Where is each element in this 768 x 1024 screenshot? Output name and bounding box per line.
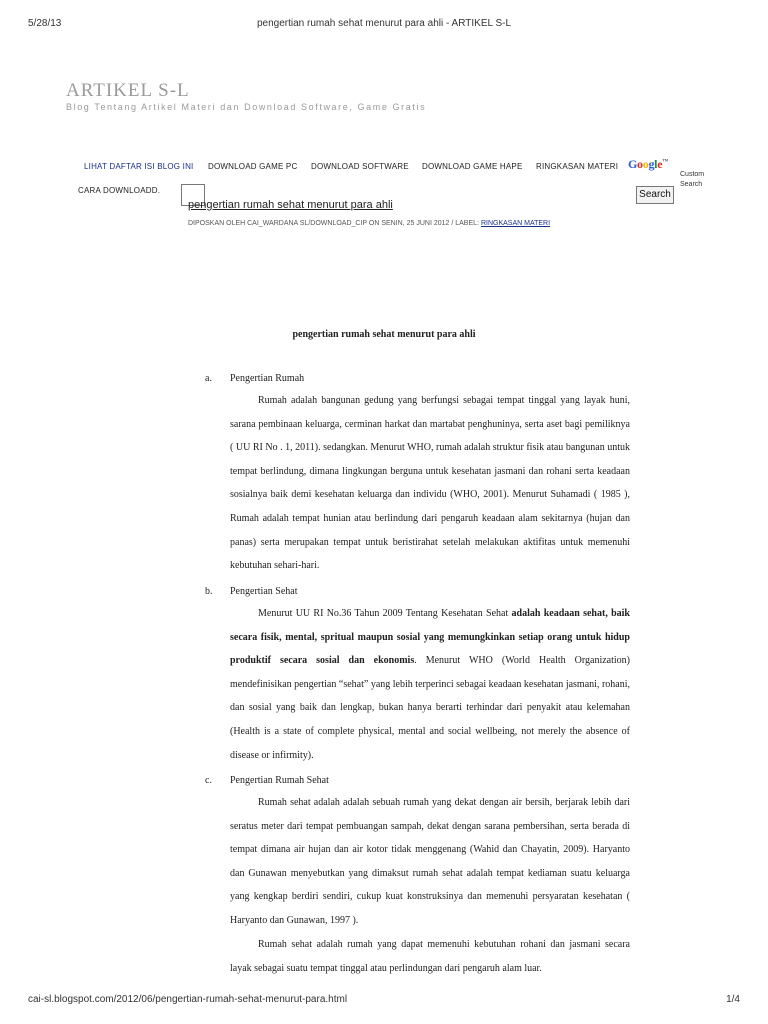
- post-title[interactable]: pengertian rumah sehat menurut para ahli: [188, 199, 393, 211]
- google-logo: [628, 157, 668, 172]
- section-heading: Pengertian Rumah: [230, 373, 305, 384]
- google-logo-letter: G: [628, 157, 638, 171]
- nav-item-download-software[interactable]: DOWNLOAD SOFTWARE: [311, 162, 409, 171]
- paragraph-text: . Menurut WHO (World Health Organization) mendefinisikan pengertian “sehat” yang lebih terperinci sebagai keadaan kesehatan jasmani, rohani, dan sosial yang baik dan lengkap, bukan hanya berarti terhindar dari penyakit atau kelemahan (Health is a state of complete physical, mental and social wellbeing, not merely the absence of disease or infirmity).: [230, 655, 630, 761]
- nav-item-download-game-pc[interactable]: DOWNLOAD GAME PC: [208, 162, 298, 171]
- section-letter: a.: [205, 373, 212, 384]
- nav-item-ringkasan-materi[interactable]: RINGKASAN MATERI: [536, 162, 619, 171]
- search-button[interactable]: Search: [636, 186, 674, 204]
- nav-item-daftar-isi[interactable]: LIHAT DAFTAR ISI BLOG INI: [84, 162, 194, 171]
- blog-description: Blog Tentang Artikel Materi dan Download Software, Game Gratis: [66, 102, 427, 112]
- nav-item-cara-download[interactable]: CARA DOWNLOADD.: [78, 186, 161, 195]
- print-page-title: pengertian rumah sehat menurut para ahli - ARTIKEL S-L: [256, 18, 512, 29]
- paragraph: Rumah sehat adalah adalah sebuah rumah yang dekat dengan air bersih, berjarak lebih dari seratus meter dari tempat pembuangan sampah, dekat dengan sarana pembersihan, serta berada di tempat dimana air hujan dan air kotor tidak menggenang (Wahid dan Chayatin, 2009). Haryanto dan Gunawan menyebutkan yang dimaksut rumah sehat adalah tempat kediaman suatu keluarga yang kengkap berdiri sendiri, cukup kuat konstruksinya dan memenuhi persyaratan kesehatan ( Haryanto dan Gunawan, 1997 ).: [230, 797, 630, 926]
- google-logo-letter: e: [657, 157, 663, 171]
- custom-search-label: Custom Search: [680, 171, 705, 188]
- blog-title[interactable]: ARTIKEL S-L: [66, 80, 190, 101]
- section-letter: b.: [205, 586, 213, 597]
- print-date: 5/28/13: [28, 18, 62, 29]
- print-url: cai-sl.blogspot.com/2012/06/pengertian-rumah-sehat-menurut-para.html: [28, 994, 348, 1005]
- section-heading: Pengertian Sehat: [230, 586, 298, 597]
- paragraph: Rumah sehat adalah rumah yang dapat memenuhi kebutuhan rohani dan jasmani secara layak sebagai suatu tempat tinggal atau perlindungan dari pengaruh alam luar.: [230, 939, 630, 974]
- paragraph: [230, 602, 630, 767]
- google-logo-letter: l: [654, 157, 658, 171]
- document-title: pengertian rumah sehat menurut para ahli: [292, 329, 476, 340]
- post-meta-text: DIPOSKAN OLEH CAI_WARDANA SL/DOWNLOAD_CIP ON SENIN, 25 JUNI 2012 / LABEL:: [188, 220, 481, 227]
- print-page-number: 1/4: [726, 994, 740, 1005]
- section-heading: Pengertian Rumah Sehat: [230, 775, 329, 786]
- paragraph-text: Menurut UU RI No.36 Tahun 2009 Tentang Kesehatan Sehat: [258, 608, 512, 619]
- paragraph: Rumah adalah bangunan gedung yang berfungsi sebagai tempat tinggal yang layak huni, sarana pembinaan keluarga, cerminan harkat dan martabat penghuninya, serta aset bagi pemiliknya ( UU RI No . 1, 2011). sedangkan. Menurut WHO, rumah adalah struktur fisik atau bangunan untuk tempat berlindung, dimana lingkungan berguna untuk kesehatan jasmani dan rohani serta keadaan sosialnya baik demi kesehatan keluarga dan individu (WHO, 2001). Menurut Suhamadi ( 1985 ), Rumah adalah tempat hunian atau berlindung dari pengaruh keadaan alam sekitarnya (hujan dan panas) serta merupakan tempat untuk beristirahat setelah melakukan aktifitas untuk memenuhi kebutuhan sehari-hari.: [230, 395, 630, 572]
- trademark-mark: ™: [662, 159, 668, 165]
- post-meta: [188, 220, 550, 227]
- post-label-link[interactable]: RINGKASAN MATERI: [480, 220, 551, 227]
- section-letter: c.: [205, 775, 212, 786]
- google-logo-letter: g: [648, 157, 655, 171]
- nav-item-download-game-hape[interactable]: DOWNLOAD GAME HAPE: [422, 162, 523, 171]
- google-logo-letter: o: [642, 157, 649, 171]
- google-logo-letter: o: [637, 157, 643, 171]
- paragraph-bold-text: adalah keadaan sehat, baik secara fisik, mental, spritual maupun sosial yang memungkinkan setiap orang untuk hidup produktif secara sosial dan ekonomis: [230, 608, 630, 667]
